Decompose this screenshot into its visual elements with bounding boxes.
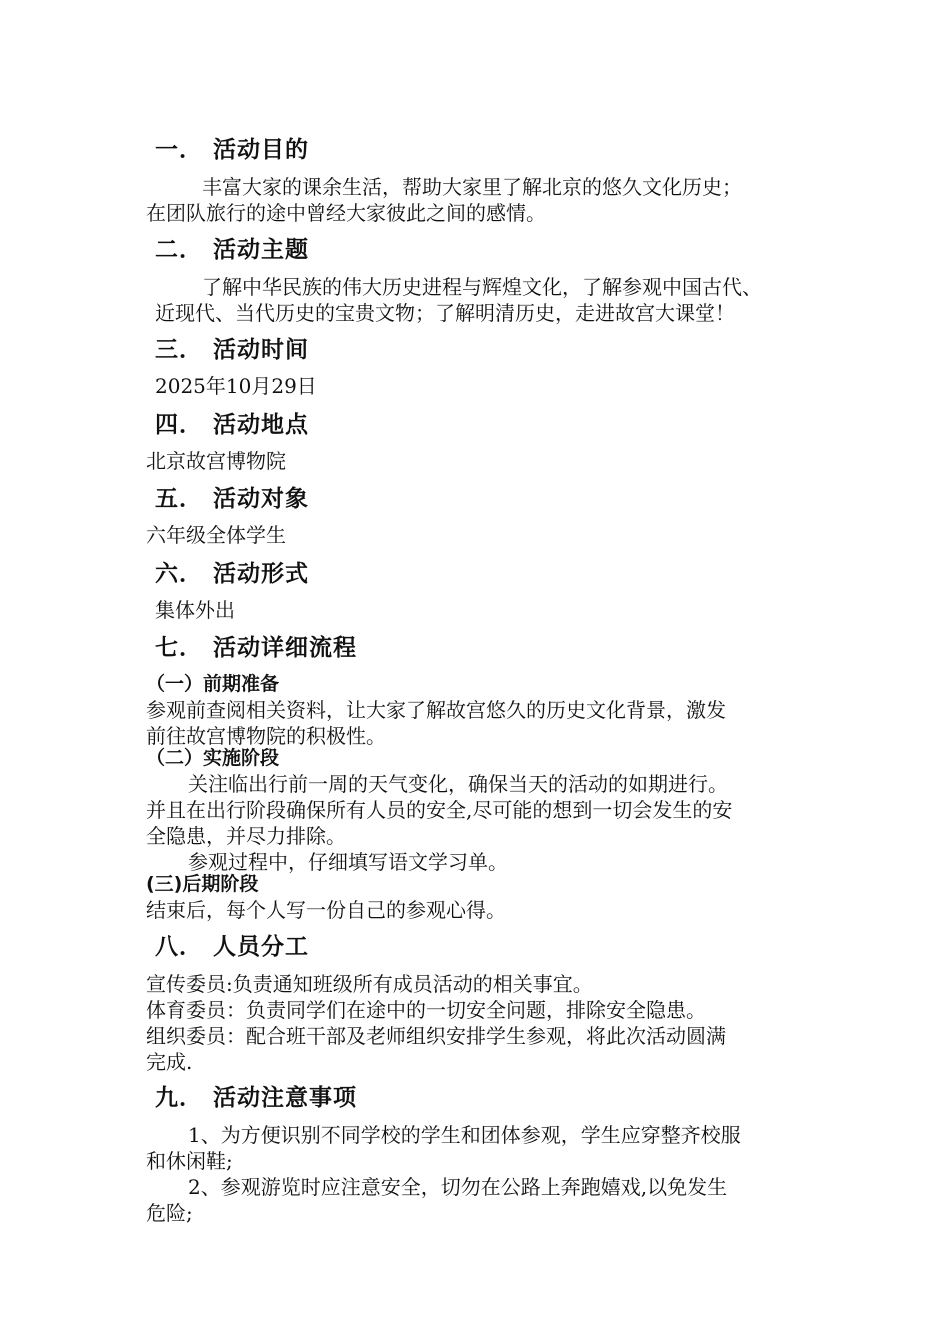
section-2-heading <box>155 236 309 264</box>
phase-2-line-2: 并且在出行阶段确保所有人员的安全,尽可能的想到一切会发生的安 <box>146 798 733 822</box>
phase-3-line-1: 结束后，每个人写一份自己的参观心得。 <box>146 898 506 922</box>
section-2-line-2: 近现代、当代历史的宝贵文物；了解明清历史，走进故宫大课堂！ <box>155 301 735 325</box>
role-line-3: 组织委员：配合班干部及老师组织安排学生参观，将此次活动圆满 <box>146 1024 726 1048</box>
role-line-1: 宣传委员:负责通知班级所有成员活动的相关事宜。 <box>146 972 593 996</box>
phase-2-heading: （二）实施阶段 <box>146 747 280 769</box>
section-5-number: 五． <box>155 486 203 512</box>
section-4-heading <box>155 411 309 439</box>
section-8-heading <box>155 933 309 961</box>
section-2-number: 二． <box>155 237 203 263</box>
section-9-title: 活动注意事项 <box>213 1085 357 1111</box>
activity-date: 2025年10月29日 <box>155 374 317 398</box>
section-1-title: 活动目的 <box>213 137 309 163</box>
section-2-line-1: 了解中华民族的伟大历史进程与辉煌文化，了解参观中国古代、 <box>202 275 762 299</box>
section-8-title: 人员分工 <box>213 934 309 960</box>
section-8-number: 八． <box>155 934 203 960</box>
phase-1-heading: （一）前期准备 <box>146 673 280 695</box>
note-line-3: 2、参观游览时应注意安全，切勿在公路上奔跑嬉戏,以免发生 <box>188 1175 728 1199</box>
phase-2-line-4: 参观过程中，仔细填写语文学习单。 <box>188 850 508 874</box>
section-1-number: 一． <box>155 137 203 163</box>
section-7-heading <box>155 634 357 662</box>
section-1-line-2: 在团队旅行的途中曾经大家彼此之间的感情。 <box>146 201 546 225</box>
activity-participants: 六年级全体学生 <box>146 523 286 547</box>
section-2-title: 活动主题 <box>213 237 309 263</box>
section-5-heading <box>155 485 309 513</box>
section-7-title: 活动详细流程 <box>213 635 357 661</box>
section-9-heading <box>155 1084 357 1112</box>
phase-1-line-2: 前往故宫博物院的积极性。 <box>146 724 386 748</box>
section-1-heading <box>155 136 309 164</box>
section-4-title: 活动地点 <box>213 412 309 438</box>
role-line-4: 完成. <box>146 1050 193 1074</box>
section-1-line-1: 丰富大家的课余生活，帮助大家里了解北京的悠久文化历史； <box>202 175 742 199</box>
section-7-number: 七． <box>155 635 203 661</box>
note-line-2: 和休闲鞋; <box>146 1149 233 1173</box>
activity-format: 集体外出 <box>155 598 235 622</box>
section-3-title: 活动时间 <box>213 337 309 363</box>
note-line-1: 1、为方便识别不同学校的学生和团体参观，学生应穿整齐校服 <box>188 1123 741 1147</box>
section-6-number: 六． <box>155 561 203 587</box>
phase-1-line-1: 参观前查阅相关资料，让大家了解故宫悠久的历史文化背景，激发 <box>146 698 726 722</box>
role-line-2: 体育委员：负责同学们在途中的一切安全问题，排除安全隐患。 <box>146 998 706 1022</box>
section-6-title: 活动形式 <box>213 561 309 587</box>
section-9-number: 九． <box>155 1085 203 1111</box>
section-5-title: 活动对象 <box>213 486 309 512</box>
section-6-heading <box>155 560 309 588</box>
phase-3-heading: (三)后期阶段 <box>146 873 259 895</box>
phase-2-line-3: 全隐患，并尽力排除。 <box>146 824 346 848</box>
section-3-heading <box>155 336 309 364</box>
section-4-number: 四． <box>155 412 203 438</box>
activity-location: 北京故宫博物院 <box>146 449 286 473</box>
section-3-number: 三． <box>155 337 203 363</box>
phase-2-line-1: 关注临出行前一周的天气变化，确保当天的活动的如期进行。 <box>188 772 728 796</box>
note-line-4: 危险; <box>146 1201 193 1225</box>
